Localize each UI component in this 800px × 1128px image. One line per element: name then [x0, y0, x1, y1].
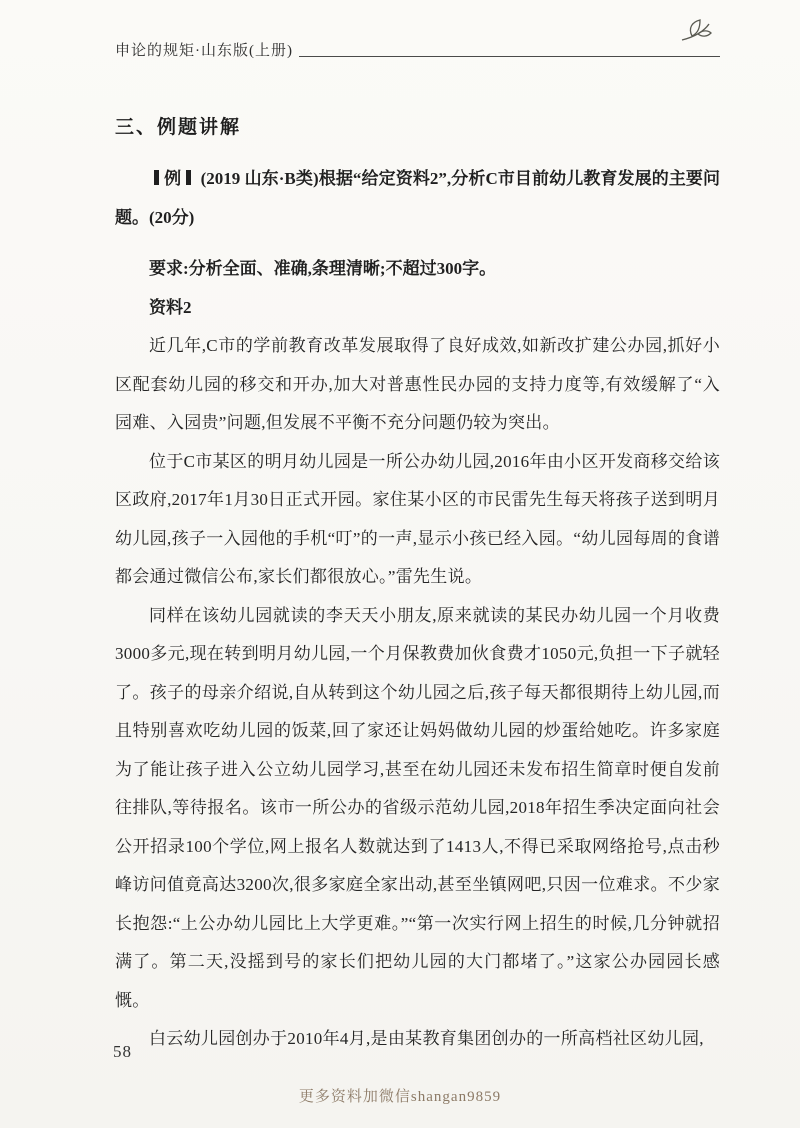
paragraph: 白云幼儿园创办于2010年4月,是由某教育集团创办的一所高档社区幼儿园,	[149, 1029, 704, 1048]
paragraph: 同样在该幼儿园就读的李天天小朋友,原来就读的某民办幼儿园一个月收费3000多元,现在转到明月幼儿园,一个月保教费加伙食费才1050元,负担一下子就轻了。孩子的母亲介绍说,自从转到这个幼儿园之后,孩子每天都很期待上幼儿园,而且特别喜欢吃幼儿园的饭菜,回了家还让妈妈做幼儿园的炒蛋给她吃。许多家庭为了能让孩子进入公立幼儿园学习,甚至在幼儿园还未发布招生简章时便自发前往排队,等待报名。该市一所公办的省级示范幼儿园,2018年招生季决定面向社会公开招录100个学位,网上报名人数就达到了1413人,不得已采取网络抢号,点击秒峰访问值竟高达3200次,很多家庭全家出动,甚至坐镇网吧,只因一位难求。不少家长抱怨:“上公办幼儿园比上大学更难。”“第一次实行网上招生的时候,几分钟就招满了。第二天,没摇到号的家长们把幼儿园的大门都堵了。”这家公办园园长感慨。	[115, 605, 720, 1010]
page-content	[115, 38, 720, 1059]
requirement-line: 要求:分析全面、准确,条理清晰;不超过300字。	[149, 259, 497, 278]
material-body	[115, 327, 720, 1059]
example-question-text: (2019 山东·B类)根据“给定资料2”,分析C市目前幼儿教育发展的主要问题。(20分)	[115, 169, 721, 227]
paragraph: 近几年,C市的学前教育改革发展取得了良好成效,如新改扩建公办园,抓好小区配套幼儿园的移交和开办,加大对普惠性民办园的支持力度等,有效缓解了“入园难、入园贵”问题,但发展不平衡不充分问题仍较为突出。	[115, 336, 720, 432]
material-label: 资料2	[149, 298, 192, 317]
example-marker-bar-left	[154, 170, 159, 185]
example-marker: 例	[164, 169, 182, 188]
page-number: 58	[113, 1042, 132, 1061]
book-title: 申论的规矩·山东版(上册)	[115, 43, 293, 59]
paragraph: 位于C市某区的明月幼儿园是一所公办幼儿园,2016年由小区开发商移交给该区政府,2017年1月30日正式开园。家住某小区的市民雷先生每天将孩子送到明月幼儿园,孩子一入园他的手机“叮”的一声,显示小孩已经入园。“幼儿园每周的食谱都会通过微信公布,家长们都很放心。”雷先生说。	[115, 451, 720, 586]
example-marker-bar-right	[186, 170, 191, 185]
running-header	[115, 38, 720, 60]
example-question	[115, 159, 720, 237]
watermark-text: 更多资料加微信shangan9859	[298, 1089, 502, 1105]
header-rule	[299, 56, 720, 57]
section-heading: 三、例题讲解	[115, 117, 242, 138]
